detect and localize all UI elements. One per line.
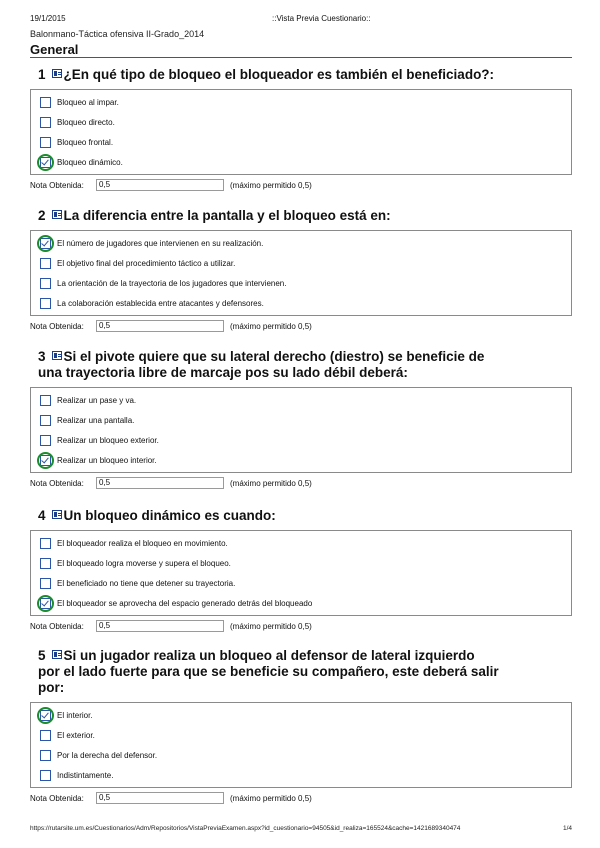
print-date: 19/1/2015 bbox=[30, 14, 66, 23]
answer-option[interactable] bbox=[31, 112, 571, 132]
print-page-title: ::Vista Previa Cuestionario:: bbox=[272, 14, 371, 23]
question-text: La diferencia entre la pantalla y el bloqueo está en: bbox=[63, 208, 391, 223]
answer-option[interactable] bbox=[31, 390, 571, 410]
question-type-icon bbox=[52, 210, 62, 219]
answer-option[interactable] bbox=[31, 410, 571, 430]
correct-answer-ring-icon bbox=[37, 707, 54, 724]
answer-option-label: El objetivo final del procedimiento táctico a utilizar. bbox=[57, 258, 236, 268]
checkbox[interactable] bbox=[40, 750, 51, 761]
question-title bbox=[30, 508, 572, 524]
answer-option-label: La colaboración establecida entre atacantes y defensores. bbox=[57, 298, 264, 308]
score-label: Nota Obtenida: bbox=[30, 321, 84, 331]
answer-option-label: Bloqueo frontal. bbox=[57, 137, 114, 147]
answer-option[interactable] bbox=[31, 430, 571, 450]
score-label: Nota Obtenida: bbox=[30, 793, 84, 803]
answer-option-label: Bloqueo dinámico. bbox=[57, 157, 123, 167]
answer-option-label: El bloqueador realiza el bloqueo en movimiento. bbox=[57, 538, 228, 548]
answer-option-label: La orientación de la trayectoria de los jugadores que intervienen. bbox=[57, 278, 287, 288]
answer-option-label: El beneficiado no tiene que detener su trayectoria. bbox=[57, 578, 236, 588]
question-number: 3 bbox=[38, 349, 46, 364]
correct-answer-ring-icon bbox=[37, 595, 54, 612]
checkbox-checked[interactable] bbox=[40, 598, 51, 609]
checkbox[interactable] bbox=[40, 258, 51, 269]
answer-option-label: El bloqueado logra moverse y supera el bloqueo. bbox=[57, 558, 231, 568]
answer-option-label: El número de jugadores que intervienen en su realización. bbox=[57, 238, 264, 248]
score-row bbox=[30, 178, 572, 192]
score-row bbox=[30, 319, 572, 333]
question-title bbox=[30, 208, 572, 224]
score-row bbox=[30, 619, 572, 633]
answer-option[interactable] bbox=[31, 765, 571, 785]
checkbox[interactable] bbox=[40, 97, 51, 108]
checkbox-checked[interactable] bbox=[40, 238, 51, 249]
options-box bbox=[30, 230, 572, 316]
score-label: Nota Obtenida: bbox=[30, 180, 84, 190]
checkbox-checked[interactable] bbox=[40, 157, 51, 168]
checkbox[interactable] bbox=[40, 538, 51, 549]
answer-option-label: Realizar un pase y va. bbox=[57, 395, 137, 405]
answer-option[interactable] bbox=[31, 573, 571, 593]
question-number: 1 bbox=[38, 67, 46, 82]
question-type-icon bbox=[52, 650, 62, 659]
score-row bbox=[30, 791, 572, 805]
checkbox[interactable] bbox=[40, 278, 51, 289]
section-title: General bbox=[30, 42, 79, 57]
question-type-icon bbox=[52, 69, 62, 78]
score-field[interactable]: 0,5 bbox=[96, 320, 224, 332]
section-divider bbox=[30, 57, 572, 58]
checkbox[interactable] bbox=[40, 298, 51, 309]
answer-option[interactable] bbox=[31, 152, 571, 172]
question-title bbox=[30, 349, 572, 381]
score-field[interactable]: 0,5 bbox=[96, 792, 224, 804]
question-title bbox=[30, 67, 572, 83]
score-field[interactable]: 0,5 bbox=[96, 620, 224, 632]
score-max-text: (máximo permitido 0,5) bbox=[230, 180, 312, 190]
checkbox[interactable] bbox=[40, 395, 51, 406]
answer-option-label: Indistintamente. bbox=[57, 770, 114, 780]
answer-option[interactable] bbox=[31, 553, 571, 573]
question-text: Un bloqueo dinámico es cuando: bbox=[63, 508, 276, 523]
question-block bbox=[30, 67, 572, 192]
score-label: Nota Obtenida: bbox=[30, 621, 84, 631]
score-field[interactable]: 0,5 bbox=[96, 477, 224, 489]
answer-option-label: El exterior. bbox=[57, 730, 95, 740]
answer-option[interactable] bbox=[31, 273, 571, 293]
checkbox-checked[interactable] bbox=[40, 710, 51, 721]
answer-option-label: El interior. bbox=[57, 710, 93, 720]
question-text: una trayectoria libre de marcaje pos su lado débil deberá: bbox=[38, 365, 408, 380]
answer-option[interactable] bbox=[31, 132, 571, 152]
correct-answer-ring-icon bbox=[37, 452, 54, 469]
question-number: 2 bbox=[38, 208, 46, 223]
score-max-text: (máximo permitido 0,5) bbox=[230, 621, 312, 631]
answer-option-label: Realizar un bloqueo interior. bbox=[57, 455, 157, 465]
question-type-icon bbox=[52, 351, 62, 360]
question-block bbox=[30, 508, 572, 633]
question-title bbox=[30, 648, 572, 696]
correct-answer-ring-icon bbox=[37, 154, 54, 171]
options-box bbox=[30, 530, 572, 616]
question-number: 4 bbox=[38, 508, 46, 523]
footer-page-number: 1/4 bbox=[563, 825, 573, 832]
checkbox[interactable] bbox=[40, 770, 51, 781]
score-max-text: (máximo permitido 0,5) bbox=[230, 321, 312, 331]
options-box bbox=[30, 89, 572, 175]
answer-option-label: Bloqueo al impar. bbox=[57, 97, 119, 107]
answer-option-label: Realizar un bloqueo exterior. bbox=[57, 435, 159, 445]
question-number: 5 bbox=[38, 648, 46, 663]
options-box bbox=[30, 702, 572, 788]
question-text: Si el pivote quiere que su lateral derecho (diestro) se beneficie de bbox=[63, 349, 485, 364]
answer-option-label: Realizar una pantalla. bbox=[57, 415, 135, 425]
answer-option[interactable] bbox=[31, 533, 571, 553]
checkbox[interactable] bbox=[40, 137, 51, 148]
answer-option-label: Por la derecha del defensor. bbox=[57, 750, 158, 760]
answer-option[interactable] bbox=[31, 725, 571, 745]
question-block bbox=[30, 648, 572, 805]
question-type-icon bbox=[52, 510, 62, 519]
checkbox[interactable] bbox=[40, 435, 51, 446]
checkbox-checked[interactable] bbox=[40, 455, 51, 466]
answer-option-label: Bloqueo directo. bbox=[57, 117, 115, 127]
answer-option[interactable] bbox=[31, 745, 571, 765]
answer-option[interactable] bbox=[31, 593, 571, 613]
checkbox[interactable] bbox=[40, 558, 51, 569]
answer-option[interactable] bbox=[31, 705, 571, 725]
question-text: por: bbox=[38, 680, 65, 695]
checkbox[interactable] bbox=[40, 415, 51, 426]
score-label: Nota Obtenida: bbox=[30, 478, 84, 488]
answer-option[interactable] bbox=[31, 92, 571, 112]
score-row bbox=[30, 476, 572, 490]
answer-option-label: El bloqueador se aprovecha del espacio generado detrás del bloqueado bbox=[57, 598, 313, 608]
course-name: Balonmano-Táctica ofensiva II-Grado_2014 bbox=[30, 29, 205, 39]
question-block bbox=[30, 349, 572, 490]
question-text: Si un jugador realiza un bloqueo al defensor de lateral izquierdo bbox=[63, 648, 475, 663]
question-block bbox=[30, 208, 572, 333]
correct-answer-ring-icon bbox=[37, 235, 54, 252]
score-field[interactable]: 0,5 bbox=[96, 179, 224, 191]
footer-url: https://rutarsite.um.es/Cuestionarios/Adm/Repositorios/VistaPreviaExamen.aspx?id_cuestionario=94505&id_realiza=165524&cache=1421689340474 bbox=[30, 825, 461, 832]
score-max-text: (máximo permitido 0,5) bbox=[230, 793, 312, 803]
answer-option[interactable] bbox=[31, 450, 571, 470]
checkbox[interactable] bbox=[40, 578, 51, 589]
score-max-text: (máximo permitido 0,5) bbox=[230, 478, 312, 488]
question-text: ¿En qué tipo de bloqueo el bloqueador es también el beneficiado?: bbox=[63, 67, 495, 82]
answer-option[interactable] bbox=[31, 293, 571, 313]
checkbox[interactable] bbox=[40, 117, 51, 128]
options-box bbox=[30, 387, 572, 473]
answer-option[interactable] bbox=[31, 233, 571, 253]
checkbox[interactable] bbox=[40, 730, 51, 741]
question-text: por el lado fuerte para que se beneficie su compañero, este deberá salir bbox=[38, 664, 499, 679]
answer-option[interactable] bbox=[31, 253, 571, 273]
